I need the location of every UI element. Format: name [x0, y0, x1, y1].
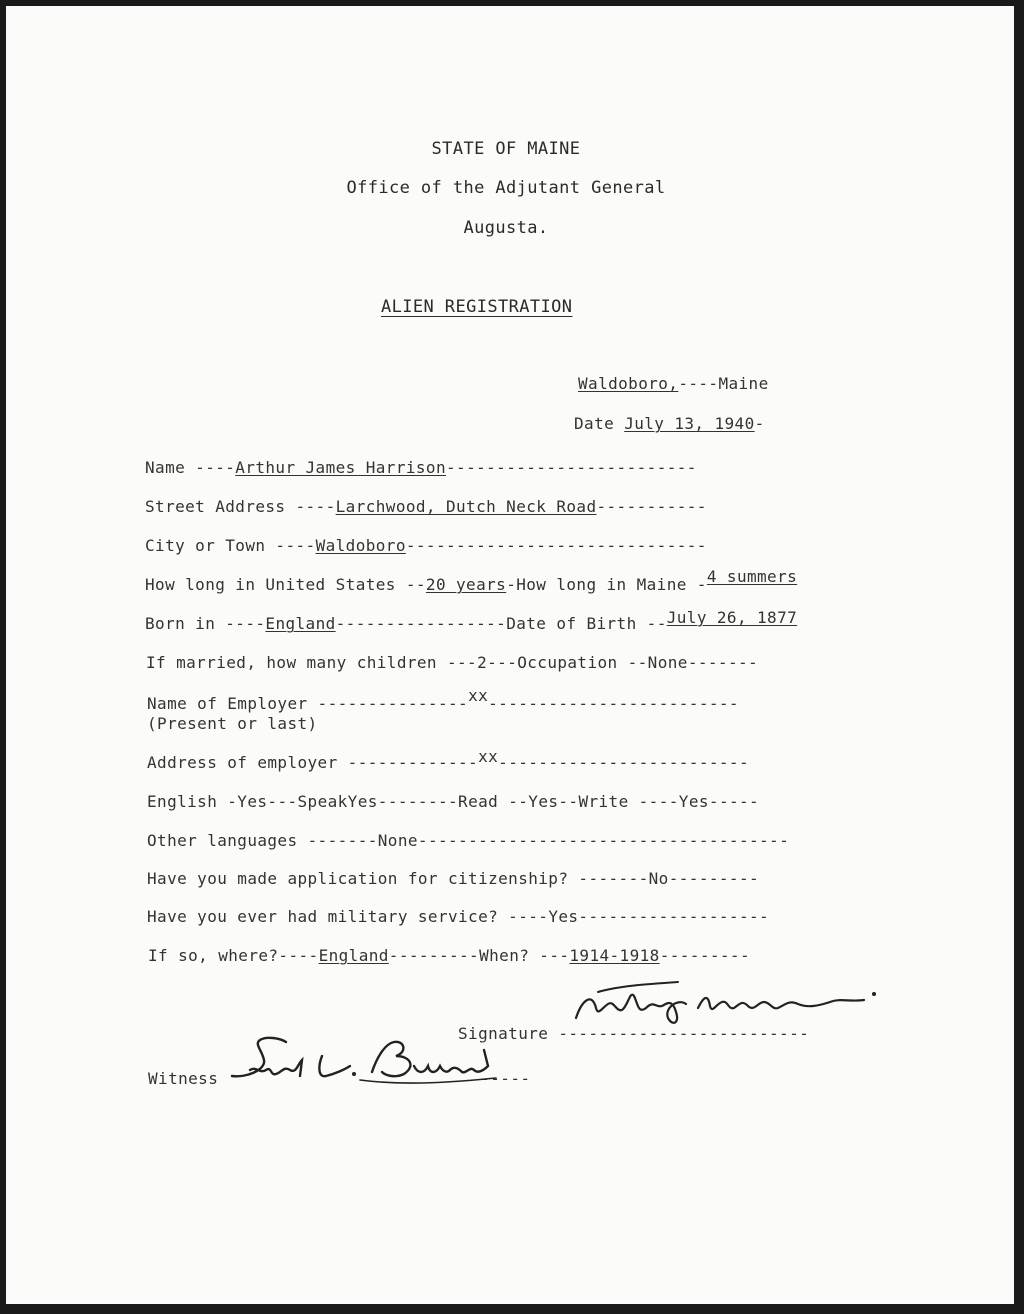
citizenship-label: Have you made application for citizenship? -------	[147, 869, 649, 888]
where-label: If so, where?----	[148, 946, 319, 965]
dob-value: July 26, 1877	[666, 608, 798, 627]
date-line: Date July 13, 1940-	[574, 414, 765, 433]
how-long-maine-value: 4 summers	[706, 567, 798, 586]
speak-value: Yes	[347, 792, 378, 811]
city-label: City or Town ----	[145, 536, 316, 555]
form-title: ALIEN REGISTRATION	[381, 297, 573, 317]
citizenship-value: No	[648, 869, 669, 888]
employer-label: Name of Employer ---------------	[147, 694, 469, 713]
employer-address-value: xx	[478, 747, 499, 766]
name-row: Name ----Arthur James Harrison-------------------------	[145, 458, 697, 477]
signature-handwriting	[568, 978, 888, 1028]
street-row: Street Address ----Larchwood, Dutch Neck Road-----------	[145, 497, 707, 516]
employer-row: Name of Employer ---------------xx-------------------------	[147, 686, 739, 713]
place-state: ----Maine	[678, 374, 769, 393]
date-value: July 13, 1940	[624, 414, 755, 433]
city-row: City or Town ----Waldoboro------------------------------	[145, 536, 707, 555]
read-value: Yes	[528, 792, 559, 811]
born-label: Born in ----	[145, 614, 266, 633]
place-line	[578, 374, 769, 394]
military-row: Have you ever had military service? ----Yes-------------------	[147, 907, 770, 926]
how-long-us-value: 20 years	[425, 575, 507, 594]
where-value: England	[318, 946, 389, 965]
children-value: 2	[477, 653, 488, 672]
english-label: English -	[147, 792, 238, 811]
read-label: --------Read --	[377, 792, 529, 811]
state-heading: STATE OF MAINE	[431, 139, 581, 159]
office-heading: Office of the Adjutant General	[346, 178, 666, 198]
dob-label: -----------------Date of Birth --	[335, 614, 667, 633]
street-label: Street Address ----	[145, 497, 336, 516]
children-label: If married, how many children ---	[146, 653, 478, 672]
date-label: Date	[574, 414, 615, 433]
witness-label: Witness	[148, 1069, 219, 1088]
employer-sub-label: (Present or last)	[147, 714, 318, 733]
signature-line: -------------------------	[558, 1024, 810, 1043]
military-label: Have you ever had military service? ----	[147, 907, 549, 926]
citizenship-row: Have you made application for citizenship? -------No---------	[147, 869, 760, 888]
city-heading: Augusta.	[463, 218, 549, 238]
other-languages-label: Other languages -------	[147, 831, 378, 850]
write-value: Yes	[678, 792, 709, 811]
born-value: England	[265, 614, 336, 633]
place-town: Waldoboro,	[578, 374, 679, 393]
speak-label: ---Speak	[267, 792, 348, 811]
english-value: Yes	[237, 792, 268, 811]
when-value: 1914-1918	[569, 946, 660, 965]
how-long-maine-label: -How long in Maine -	[506, 575, 707, 594]
english-row: English -Yes---SpeakYes--------Read --Yes--Write ----Yes-----	[147, 792, 760, 811]
other-languages-row: Other languages -------None-------------------------------------	[147, 831, 790, 850]
how-long-us-label: How long in United States --	[145, 575, 426, 594]
employer-address-row: Address of employer -------------xx-------------------------	[147, 747, 749, 772]
city-value: Waldoboro	[315, 536, 406, 555]
witness-line: -----	[480, 1069, 531, 1088]
military-value: Yes	[548, 907, 579, 926]
occupation-value: None	[647, 653, 688, 672]
name-value: Arthur James Harrison	[235, 458, 446, 477]
employer-address-label: Address of employer -------------	[147, 753, 479, 772]
other-languages-value: None	[377, 831, 418, 850]
when-label: ---------When? ---	[388, 946, 570, 965]
signature-label-text: Signature	[458, 1024, 559, 1043]
occupation-label: ---Occupation --	[487, 653, 648, 672]
write-label: --Write ----	[558, 792, 679, 811]
employer-value: xx	[468, 686, 489, 705]
children-row: If married, how many children ---2---Occupation --None-------	[146, 653, 759, 672]
how-long-row	[145, 567, 798, 595]
where-row: If so, where?----England---------When? ---1914-1918---------	[148, 946, 750, 965]
witness-handwriting	[226, 1030, 516, 1090]
name-label: Name ----	[145, 458, 236, 477]
born-row	[145, 608, 798, 634]
street-value: Larchwood, Dutch Neck Road	[335, 497, 597, 516]
